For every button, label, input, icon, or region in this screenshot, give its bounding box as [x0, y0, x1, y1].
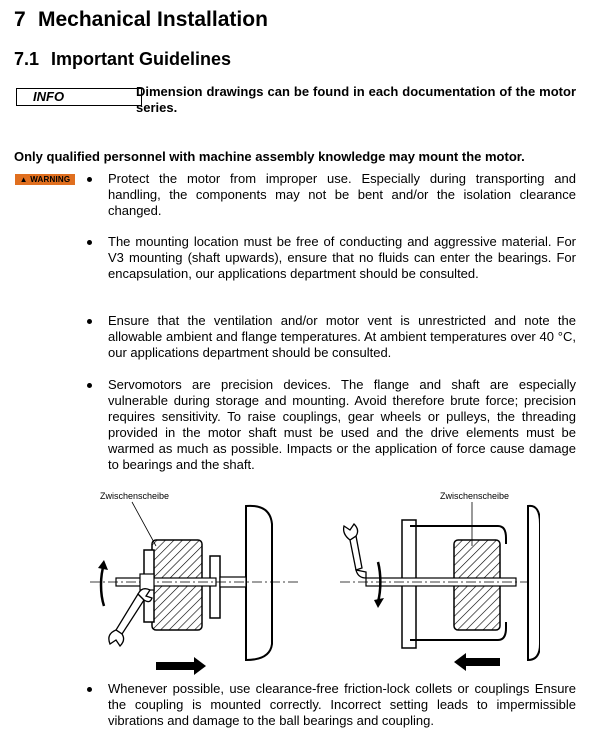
- chapter-heading: [14, 8, 268, 32]
- list-item: [108, 234, 576, 282]
- list-item: [108, 313, 576, 361]
- left-illustration: [90, 491, 300, 675]
- list-item: [108, 171, 576, 219]
- bullet-dot-icon: [87, 319, 92, 324]
- bullet-dot-icon: [87, 177, 92, 182]
- chapter-title: Mechanical Installation: [38, 8, 268, 31]
- bullet-text: Ensure that the ventilation and/or motor vent is unrestricted and note the allowable ambient and flange temperatures. At ambient temperatures over 40 °C, our applications department should be consulted.: [108, 313, 576, 360]
- info-text: Dimension drawings can be found in each documentation of the motor series.: [136, 84, 576, 115]
- bullet-text: Servomotors are precision devices. The flange and shaft are especially vulnerable during storage and mounting. Avoid therefore brute force; precision requires sensitivity. To raise couplings, gear wheels or pulleys, the threading provided in the motor shaft must be used and the drive elements must be warmed as much as possible. Impacts or the application of force cause damage to bearings and the shaft.: [108, 377, 576, 472]
- section-heading: [14, 49, 231, 70]
- warning-label: WARNING: [30, 175, 71, 184]
- bullet-text: Protect the motor from improper use. Especially during transporting and handling, the components may not be bent and/or the isolation clearance changed.: [108, 171, 576, 218]
- right-illustration: [340, 491, 540, 671]
- bullet-dot-icon: [87, 687, 92, 692]
- list-item: [108, 377, 576, 473]
- left-washer-label: Zwischenscheibe: [100, 491, 170, 501]
- section-number: 7.1: [14, 49, 40, 69]
- bullet-text: Whenever possible, use clearance-free friction-lock collets or couplings Ensure the coupling is mounted correctly. Incorrect setting leads to impermissible vibrations and damage to the ball bearings and coupling.: [108, 681, 576, 728]
- chapter-number: 7: [14, 8, 26, 31]
- qualified-personnel-notice: Only qualified personnel with machine assembly knowledge may mount the motor.: [14, 149, 525, 164]
- bullet-dot-icon: [87, 240, 92, 245]
- section-title: Important Guidelines: [51, 49, 232, 69]
- right-washer-label: Zwischenscheibe: [440, 491, 510, 501]
- mounting-diagram: [60, 484, 540, 676]
- warning-badge: [15, 174, 75, 185]
- bullet-dot-icon: [87, 383, 92, 388]
- list-item: [108, 681, 576, 729]
- warning-triangle-icon: ▲: [19, 175, 28, 184]
- bullet-text: The mounting location must be free of conducting and aggressive material. For V3 mounting (shaft upwards), ensure that no fluids can enter the bearings. For encapsulation, our applications department should be consulted.: [108, 234, 576, 281]
- info-badge: INFO: [16, 88, 142, 106]
